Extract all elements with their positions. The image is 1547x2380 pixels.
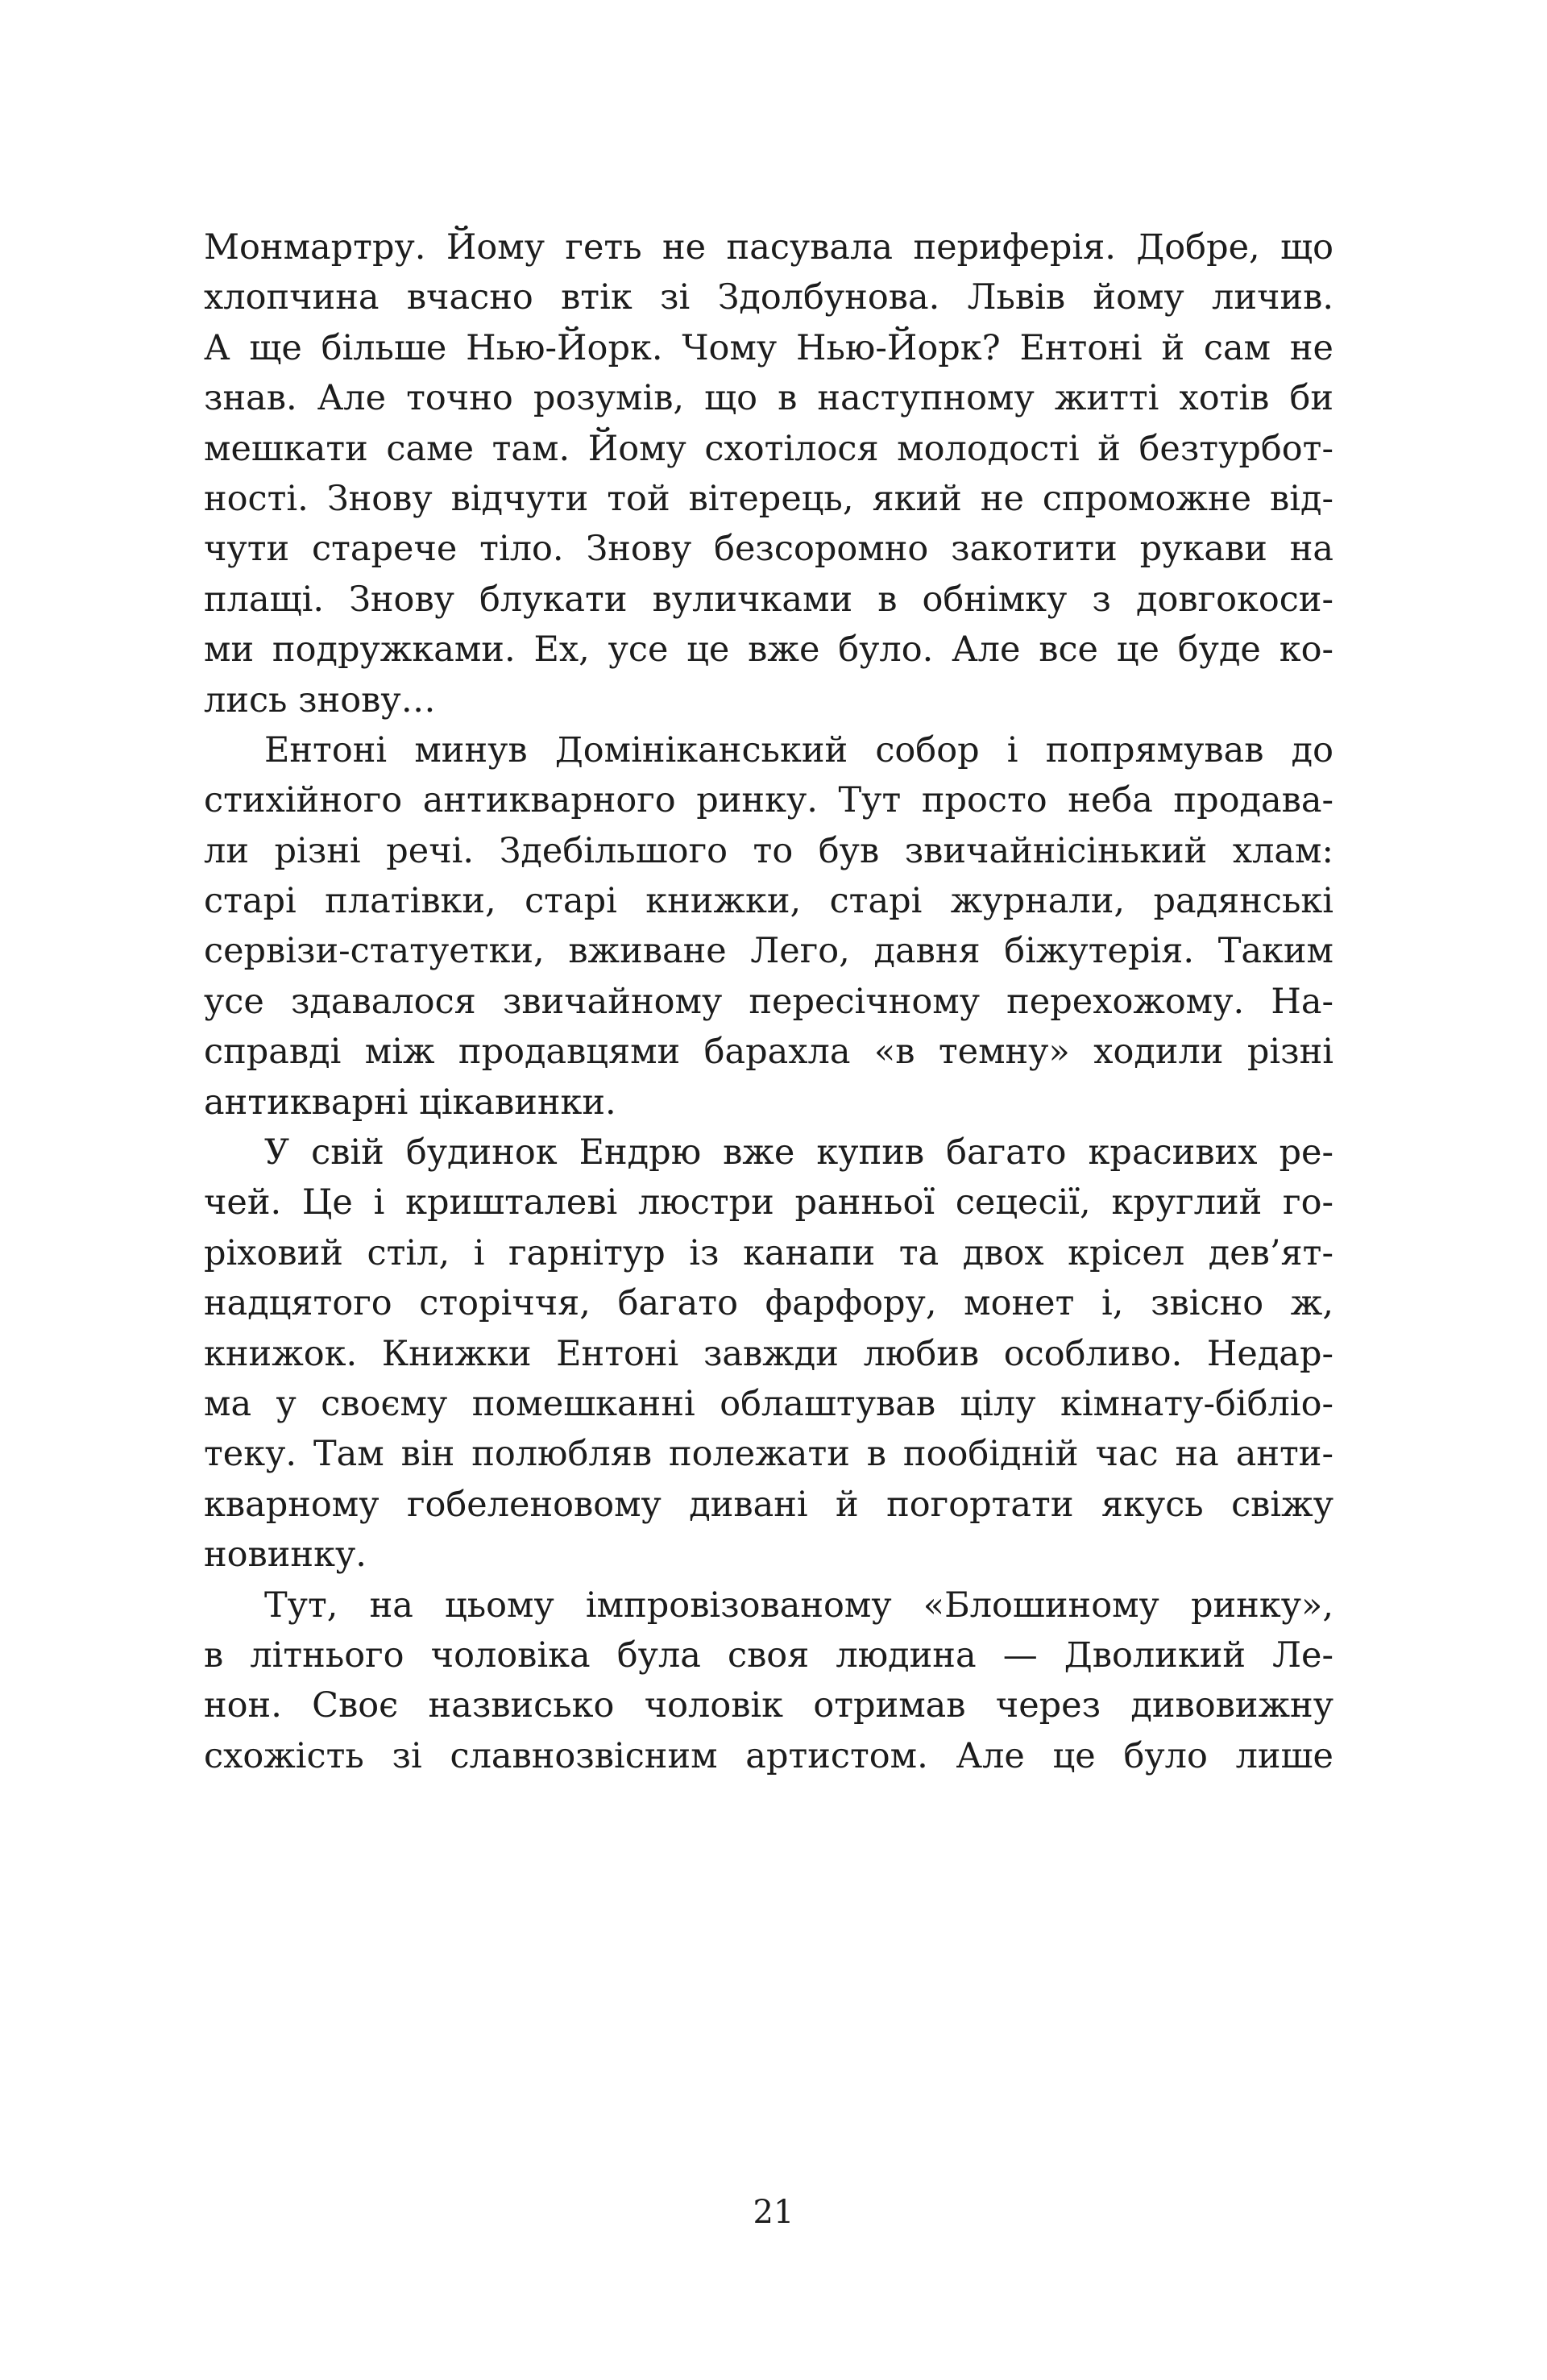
text-line: кварному гобеленовому дивані й погортати якусь свіжу bbox=[204, 1484, 1333, 1525]
text-line: ли різні речі. Здебільшого то був звичайнісінький хлам: bbox=[204, 830, 1333, 871]
text-line: плащі. Знову блукати вуличками в обнімку з довгокоси- bbox=[204, 579, 1333, 620]
text-line: ма у своєму помешканні облаштував цілу кімнату-бібліо- bbox=[204, 1383, 1333, 1424]
text-line: ріховий стіл, і гарнітур із канапи та двох крісел дев’ят- bbox=[204, 1232, 1333, 1273]
text-line: А ще більше Нью-Йорк. Чому Нью-Йорк? Ентоні й сам не bbox=[204, 327, 1333, 368]
text-line: антикварні цікавинки. bbox=[204, 1082, 616, 1123]
text-line: справді між продавцями барахла «в темну» ходили різні bbox=[204, 1032, 1333, 1073]
page-number: 21 bbox=[753, 2194, 794, 2231]
text-line: надцятого сторіччя, багато фарфору, монет і, звісно ж, bbox=[204, 1283, 1333, 1324]
paragraph-first-line: У свій будинок Ендрю вже купив багато красивих ре- bbox=[264, 1132, 1333, 1173]
text-line: усе здавалося звичайному пересічному перехожому. На- bbox=[204, 981, 1333, 1022]
text-line: схожість зі славнозвісним артистом. Але це було лише bbox=[204, 1735, 1333, 1776]
text-line: ми подружками. Ех, усе це вже було. Але все це буде ко- bbox=[204, 629, 1333, 671]
text-line: чей. Це і кришталеві люстри ранньої сецесії, круглий го- bbox=[204, 1182, 1333, 1223]
text-line: новинку. bbox=[204, 1535, 367, 1576]
text-line: мешкати саме там. Йому схотілося молодості й безтурбот- bbox=[204, 428, 1333, 469]
text-line: сервізи-статуетки, вживане Лего, давня біжутерія. Таким bbox=[204, 931, 1333, 972]
text-line: нон. Своє назвисько чоловік отримав через дивовижну bbox=[204, 1685, 1333, 1726]
paragraph-first-line: Тут, на цьому імпровізованому «Блошиному ринку», bbox=[264, 1585, 1333, 1626]
text-line: Монмартру. Йому геть не пасувала периферія. Добре, що bbox=[204, 227, 1333, 268]
body-text bbox=[204, 222, 1333, 1781]
text-line: лись знову… bbox=[204, 679, 436, 721]
text-line: стихійного антикварного ринку. Тут просто неба продава- bbox=[204, 780, 1333, 821]
text-line: чути старече тіло. Знову безсоромно закотити рукави на bbox=[204, 529, 1333, 570]
paragraph-first-line: Ентоні минув Домініканський собор і попрямував до bbox=[264, 729, 1333, 770]
text-line: книжок. Книжки Ентоні завжди любив особливо. Недар- bbox=[204, 1333, 1333, 1374]
text-line: в літнього чоловіка була своя людина — Дволикий Ле- bbox=[204, 1634, 1333, 1676]
text-line: хлопчина вчасно втік зі Здолбунова. Львів йому личив. bbox=[204, 277, 1333, 318]
text-line: старі платівки, старі книжки, старі журнали, радянські bbox=[204, 881, 1333, 922]
text-line: знав. Але точно розумів, що в наступному житті хотів би bbox=[204, 378, 1333, 419]
text-line: ності. Знову відчути той вітерець, який не спроможне від- bbox=[204, 478, 1333, 519]
text-line: теку. Там він полюбляв полежати в пообідній час на анти- bbox=[204, 1434, 1333, 1475]
